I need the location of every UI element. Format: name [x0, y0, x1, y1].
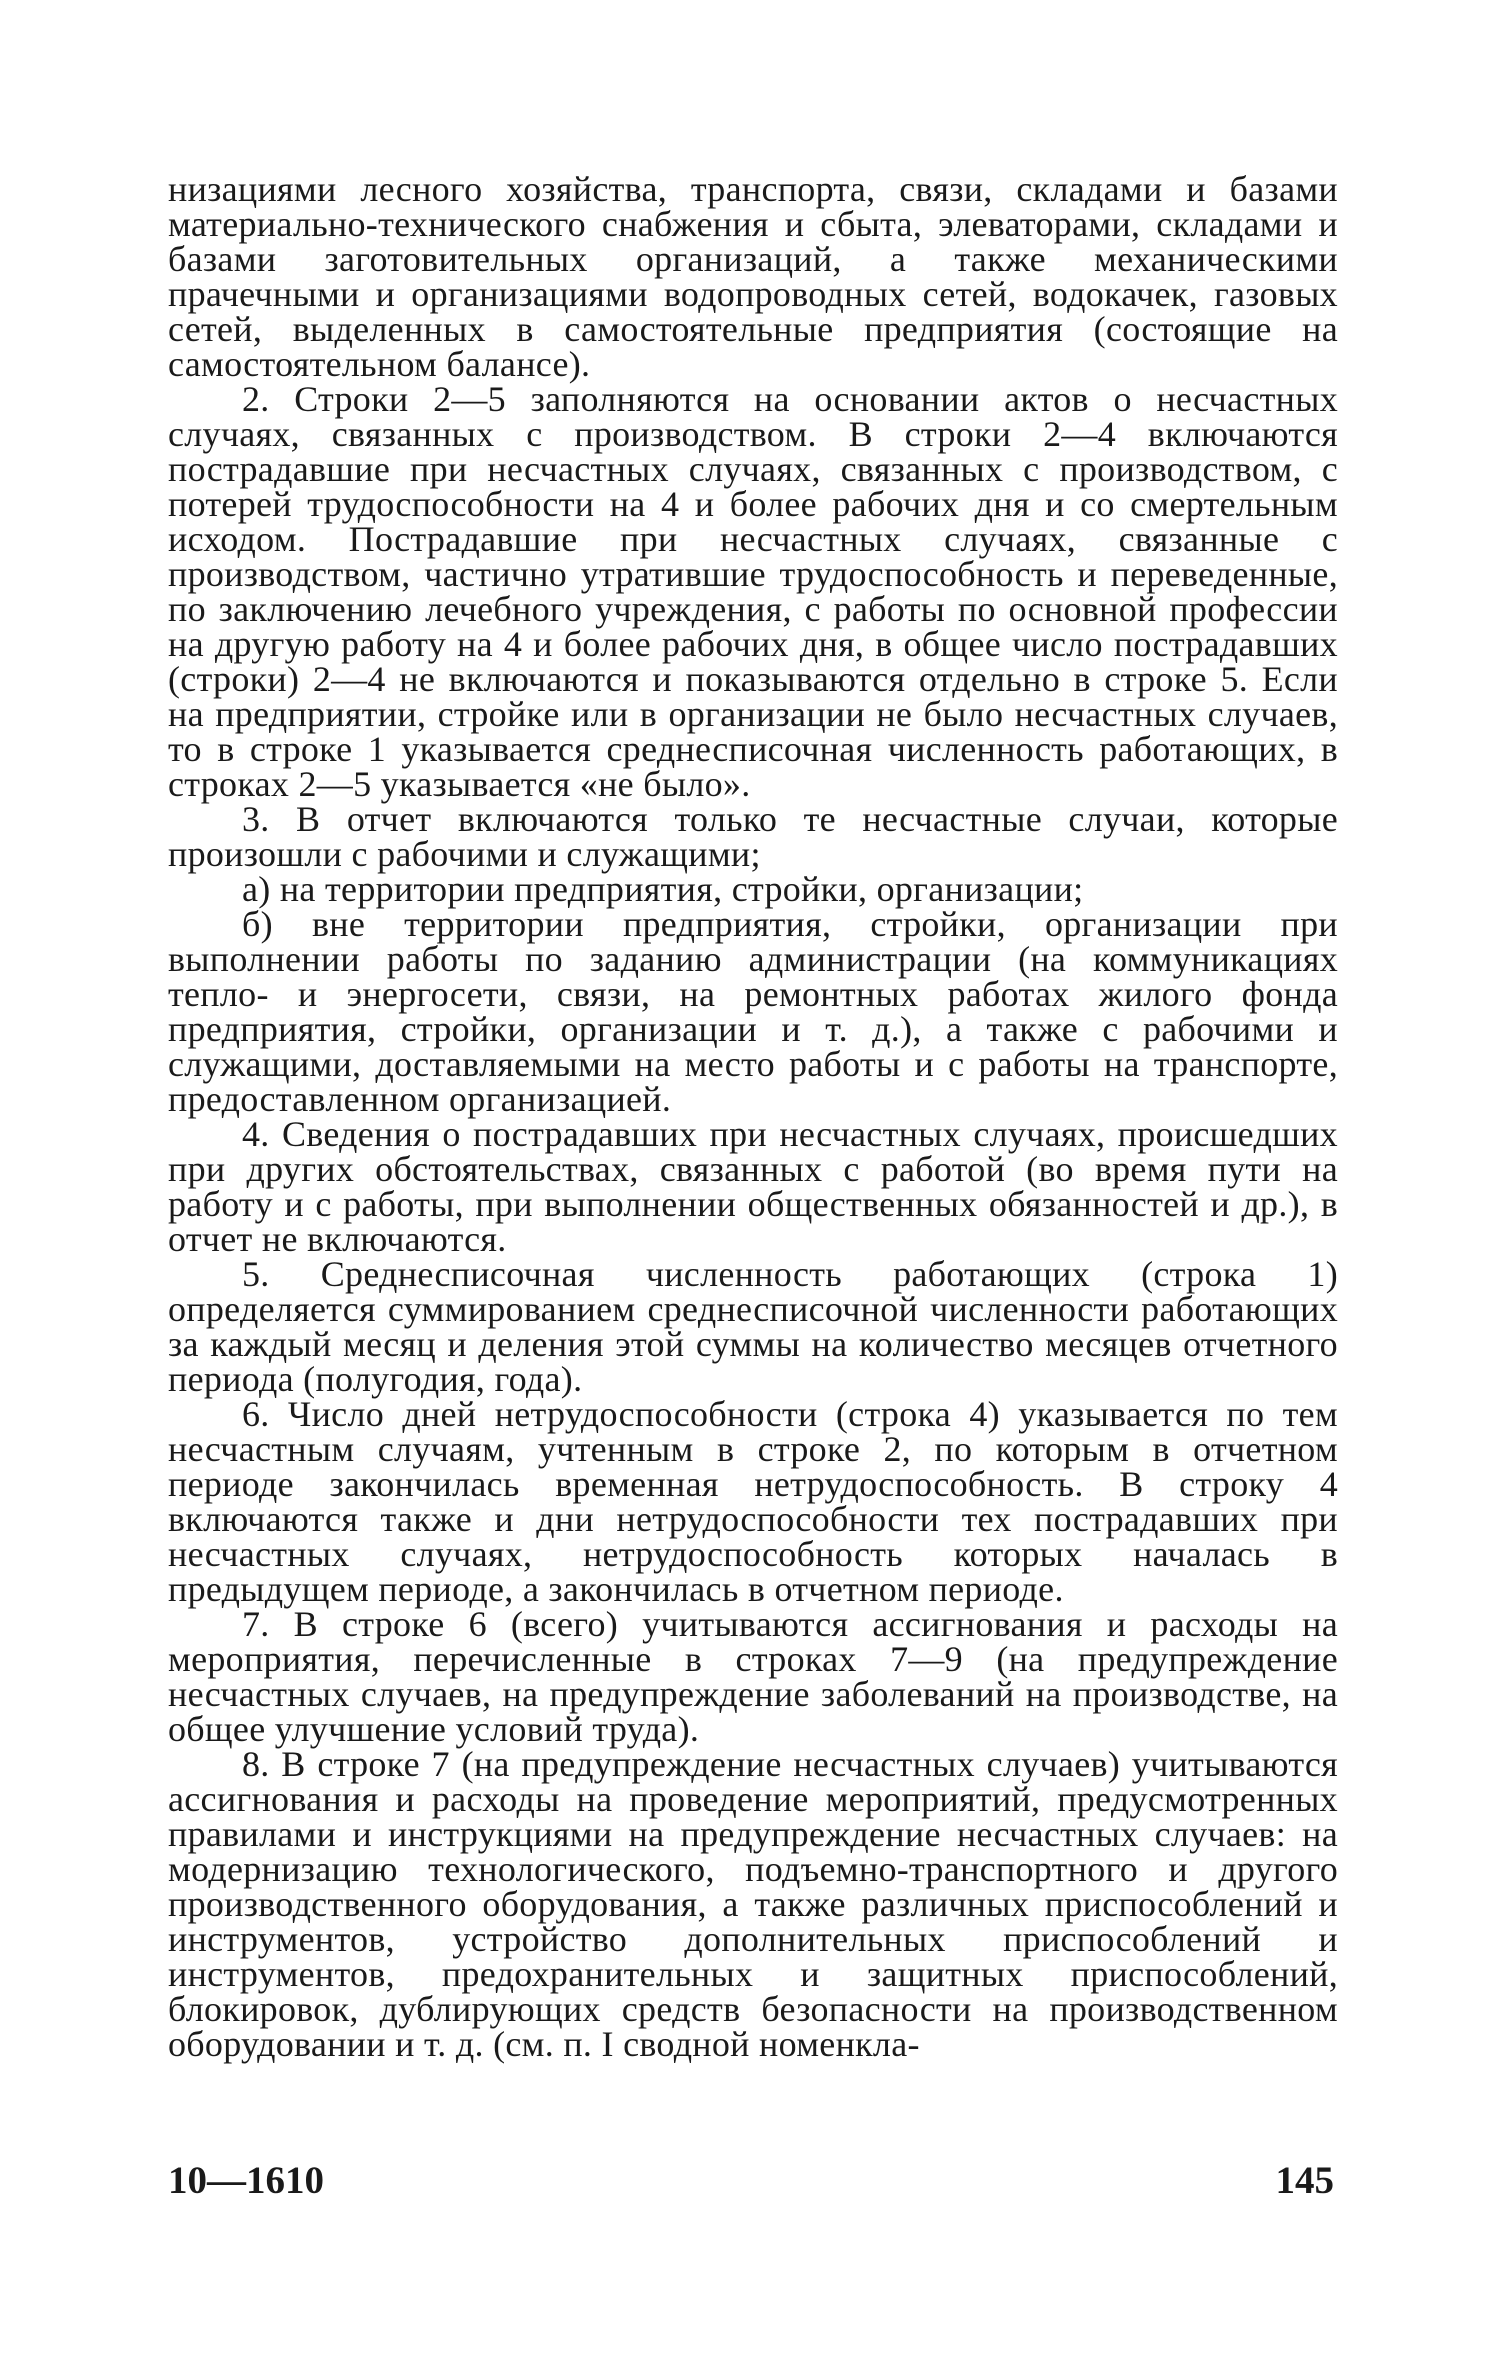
- paragraph-item-5: 5. Среднесписочная численность работающих (строка 1) определяется суммированием среднесписочной численности работающих за каждый месяц и деления этой суммы на количество месяцев отчетного периода (полугодия, года).: [168, 1254, 1338, 1399]
- paragraph-continuation: низациями лесного хозяйства, транспорта, связи, складами и базами материально-технического снабжения и сбыта, элеваторами, складами и базами заготовительных организаций, а также механическими прачечными и организациями водопроводных сетей, водокачек, газовых сетей, выделенных в самостоятельные предприятия (состоящие на самостоятельном балансе).: [168, 172, 1338, 384]
- paragraph-item-4: 4. Сведения о пострадавших при несчастных случаях, происшедших при других обстоятельствах, связанных с работой (во время пути на работу и с работы, при выполнении общественных обязанностей и др.), в отчет не включаются.: [168, 1114, 1338, 1259]
- paragraph-item-6: 6. Число дней нетрудоспособности (строка 4) указывается по тем несчастным случаям, учтенным в строке 2, по которым в отчетном периоде закончилась временная нетрудоспособность. В строку 4 включаются также и дни нетрудоспособности тех пострадавших при несчастных случаях, нетрудоспособность которых началась в предыдущем периоде, а закончилась в отчетном периоде.: [168, 1394, 1338, 1609]
- paragraph-item-7: 7. В строке 6 (всего) учитываются ассигнования и расходы на мероприятия, перечисленные в строках 7—9 (на предупреждение несчастных случаев, на предупреждение заболеваний на производстве, на общее улучшение условий труда).: [168, 1604, 1338, 1749]
- paragraph-item-8: 8. В строке 7 (на предупреждение несчастных случаев) учитываются ассигнования и расходы на проведение мероприятий, предусмотренных правилами и инструкциями на предупреждение несчастных случаев: на модернизацию технологического, подъемно-транспортного и другого производственного оборудования, а также различных приспособлений и инструментов, устройство дополнительных приспособлений и инструментов, предохранительных и защитных приспособлений, блокировок, дублирующих средств безопасности на производственном оборудовании и т. д. (см. п. I сводной номенкла-: [168, 1744, 1338, 2064]
- page-footer: [168, 2158, 1338, 2208]
- page-number: 145: [1275, 2159, 1334, 2202]
- paragraph-item-3b: б) вне территории предприятия, стройки, организации при выполнении работы по заданию администрации (на коммуникациях тепло- и энергосети, связи, на ремонтных работах жилого фонда предприятия, стройки, организации и т. д.), а также с рабочими и служащими, доставляемыми на место работы и с работы на транспорте, предоставленном организацией.: [168, 904, 1338, 1119]
- paragraph-item-3: 3. В отчет включаются только те несчастные случаи, которые произошли с рабочими и служащими;: [168, 799, 1338, 874]
- page-text-block: [168, 172, 1338, 2192]
- paragraph-item-3a: а) на территории предприятия, стройки, организации;: [242, 869, 1084, 909]
- printer-signature: 10—1610: [168, 2159, 324, 2202]
- paragraph-item-2: 2. Строки 2—5 заполняются на основании актов о несчастных случаях, связанных с производством. В строки 2—4 включаются пострадавшие при несчастных случаях, связанных с производством, с потерей трудоспособности на 4 и более рабочих дня и со смертельным исходом. Пострадавшие при несчастных случаях, связанные с производством, частично утратившие трудоспособность и переведенные, по заключению лечебного учреждения, с работы по основной профессии на другую работу на 4 и более рабочих дня, в общее число пострадавших (строки) 2—4 не включаются и показываются отдельно в строке 5. Если на предприятии, стройке или в организации не было несчастных случаев, то в строке 1 указывается среднесписочная численность работающих, в строках 2—5 указывается «не было».: [168, 379, 1338, 804]
